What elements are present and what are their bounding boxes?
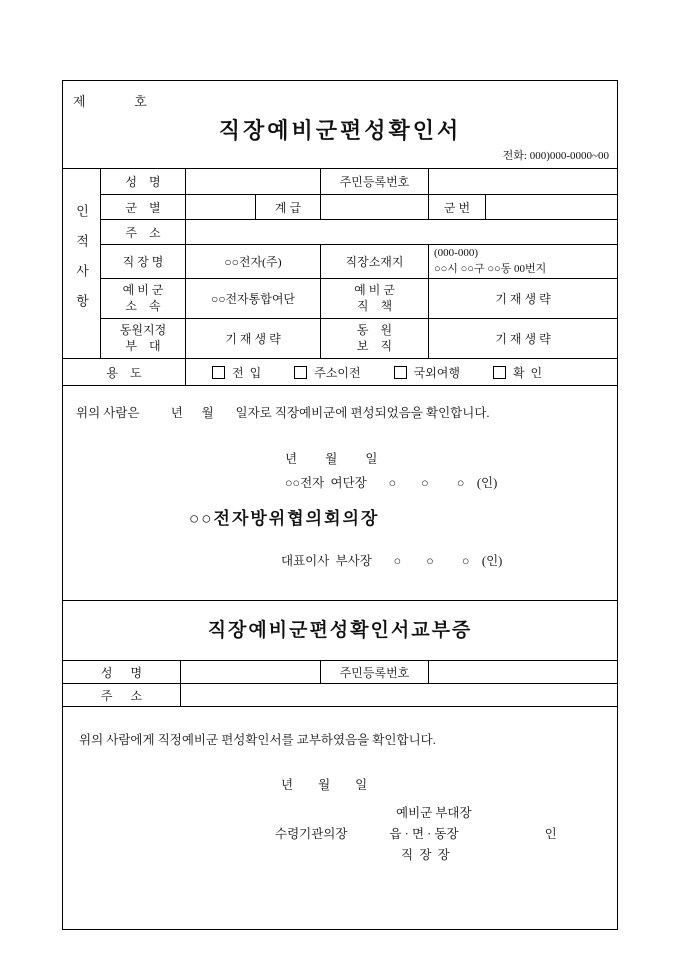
- mob-unit-value: 기 재 생 략: [186, 319, 321, 359]
- usage-option-label: 전 입: [232, 365, 262, 380]
- usage-option-label: 확 인: [512, 365, 543, 380]
- workplace-label: 직 장 명: [101, 245, 186, 279]
- location-postal-code: (000-000): [434, 247, 478, 260]
- branch-input-cell[interactable]: [186, 195, 256, 220]
- side-label-cell: [63, 169, 101, 359]
- service-no-label: 군 번: [429, 195, 486, 220]
- location-label: 직장소재지: [321, 245, 429, 279]
- phone-number: 전화: 000)000-0000~00: [502, 150, 609, 162]
- workplace-head-label: 직 장 장: [401, 848, 450, 862]
- mob-post-label-line2: 보 직: [356, 338, 393, 353]
- rrn-input-cell[interactable]: [429, 169, 617, 195]
- receiving-agency-head-label: 수령기관의장: [275, 827, 348, 841]
- mob-unit-label-line2: 부 대: [125, 338, 161, 353]
- rank-label: 계 급: [256, 195, 321, 220]
- form-border-box: [62, 80, 618, 930]
- reserve-unit-value: ○○전자통합여단: [186, 279, 321, 319]
- name2-label: 성 명: [63, 661, 181, 684]
- name-label: 성 명: [101, 169, 186, 195]
- usage-option-label: 주소이전: [314, 365, 361, 380]
- checkbox-icon[interactable]: [394, 366, 407, 379]
- reserve-post-label-line2: 직 책: [356, 298, 393, 313]
- reserve-unit-label: [101, 279, 186, 319]
- branch-label: 군 별: [101, 195, 186, 220]
- checkbox-icon[interactable]: [493, 366, 506, 379]
- reserve-post-label: [321, 279, 429, 319]
- checkbox-icon[interactable]: [294, 366, 307, 379]
- mob-post-label: [321, 319, 429, 359]
- section-divider: [63, 600, 617, 601]
- mob-post-label-line1: 동 원: [356, 322, 393, 337]
- usage-option-confirm: [493, 364, 542, 381]
- service-no-input-cell[interactable]: [486, 195, 617, 220]
- issuance-table: [63, 660, 617, 707]
- issuance-date-line: 년 월 일: [281, 778, 368, 792]
- address2-input-cell[interactable]: [181, 684, 617, 707]
- reserve-post-value: 기 재 생 략: [429, 279, 617, 319]
- doc-number-line: 제 호: [73, 94, 147, 109]
- township-head-label: 읍 · 면 · 동장: [389, 827, 459, 841]
- mob-post-value: 기 재 생 략: [429, 319, 617, 359]
- usage-label: 용 도: [63, 359, 186, 386]
- rrn-label: 주민등록번호: [321, 169, 429, 195]
- rank-input-cell[interactable]: [321, 195, 429, 220]
- reserve-unit-label-line1: 예 비 군: [122, 282, 164, 297]
- workplace-value: ○○전자(주): [186, 245, 321, 279]
- name2-input-cell[interactable]: [181, 661, 321, 684]
- confirmation-text: 위의 사람은 년 월 일자로 직장예비군에 편성되었음을 확인합니다.: [76, 406, 490, 420]
- location-value: [429, 245, 617, 279]
- issuance-title: 직장예비군편성확인서교부증: [207, 620, 473, 641]
- date-line: 년 월 일: [285, 452, 378, 466]
- checkbox-icon[interactable]: [212, 366, 225, 379]
- seal-label: 인: [544, 827, 557, 841]
- issuance-confirmation-text: 위의 사람에게 직정예비군 편성확인서를 교부하였음을 확인합니다.: [79, 733, 436, 747]
- signature-row: [275, 824, 617, 845]
- form-title: 직장예비군편성확인서: [218, 118, 462, 143]
- mob-unit-label: [101, 319, 186, 359]
- personal-info-table: [63, 168, 617, 386]
- reserve-unit-commander-label: 예비군 부대장: [396, 806, 472, 820]
- usage-option-overseas-travel: [394, 364, 460, 381]
- side-label: 인적사항: [74, 203, 89, 324]
- usage-option-label: 국외여행: [413, 365, 460, 380]
- usage-options-cell: [186, 359, 617, 386]
- reserve-unit-label-line2: 소 속: [125, 298, 161, 313]
- name-input-cell[interactable]: [186, 169, 321, 195]
- rrn2-label: 주민등록번호: [321, 661, 429, 684]
- usage-option-transfer-in: [212, 364, 261, 381]
- address2-label: 주 소: [63, 684, 181, 707]
- usage-option-address-change: [294, 364, 360, 381]
- address-label: 주 소: [101, 220, 186, 245]
- rrn2-input-cell[interactable]: [429, 661, 617, 684]
- brigade-commander-line: ○○전자 여단장 ○ ○ ○ (인): [285, 476, 498, 490]
- location-address-text: ○○시 ○○구 ○○동 00번지: [434, 262, 547, 275]
- address-input-cell[interactable]: [186, 220, 617, 245]
- council-chairman-title: ○○전자방위협의회의장: [189, 509, 380, 528]
- ceo-signature-line: 대표이사 부사장 ○ ○ ○ (인): [281, 554, 503, 568]
- reserve-post-label-line1: 예 비 군: [354, 282, 395, 297]
- issuance-signature-block: [63, 803, 617, 866]
- mob-unit-label-line1: 동원지정: [119, 322, 167, 337]
